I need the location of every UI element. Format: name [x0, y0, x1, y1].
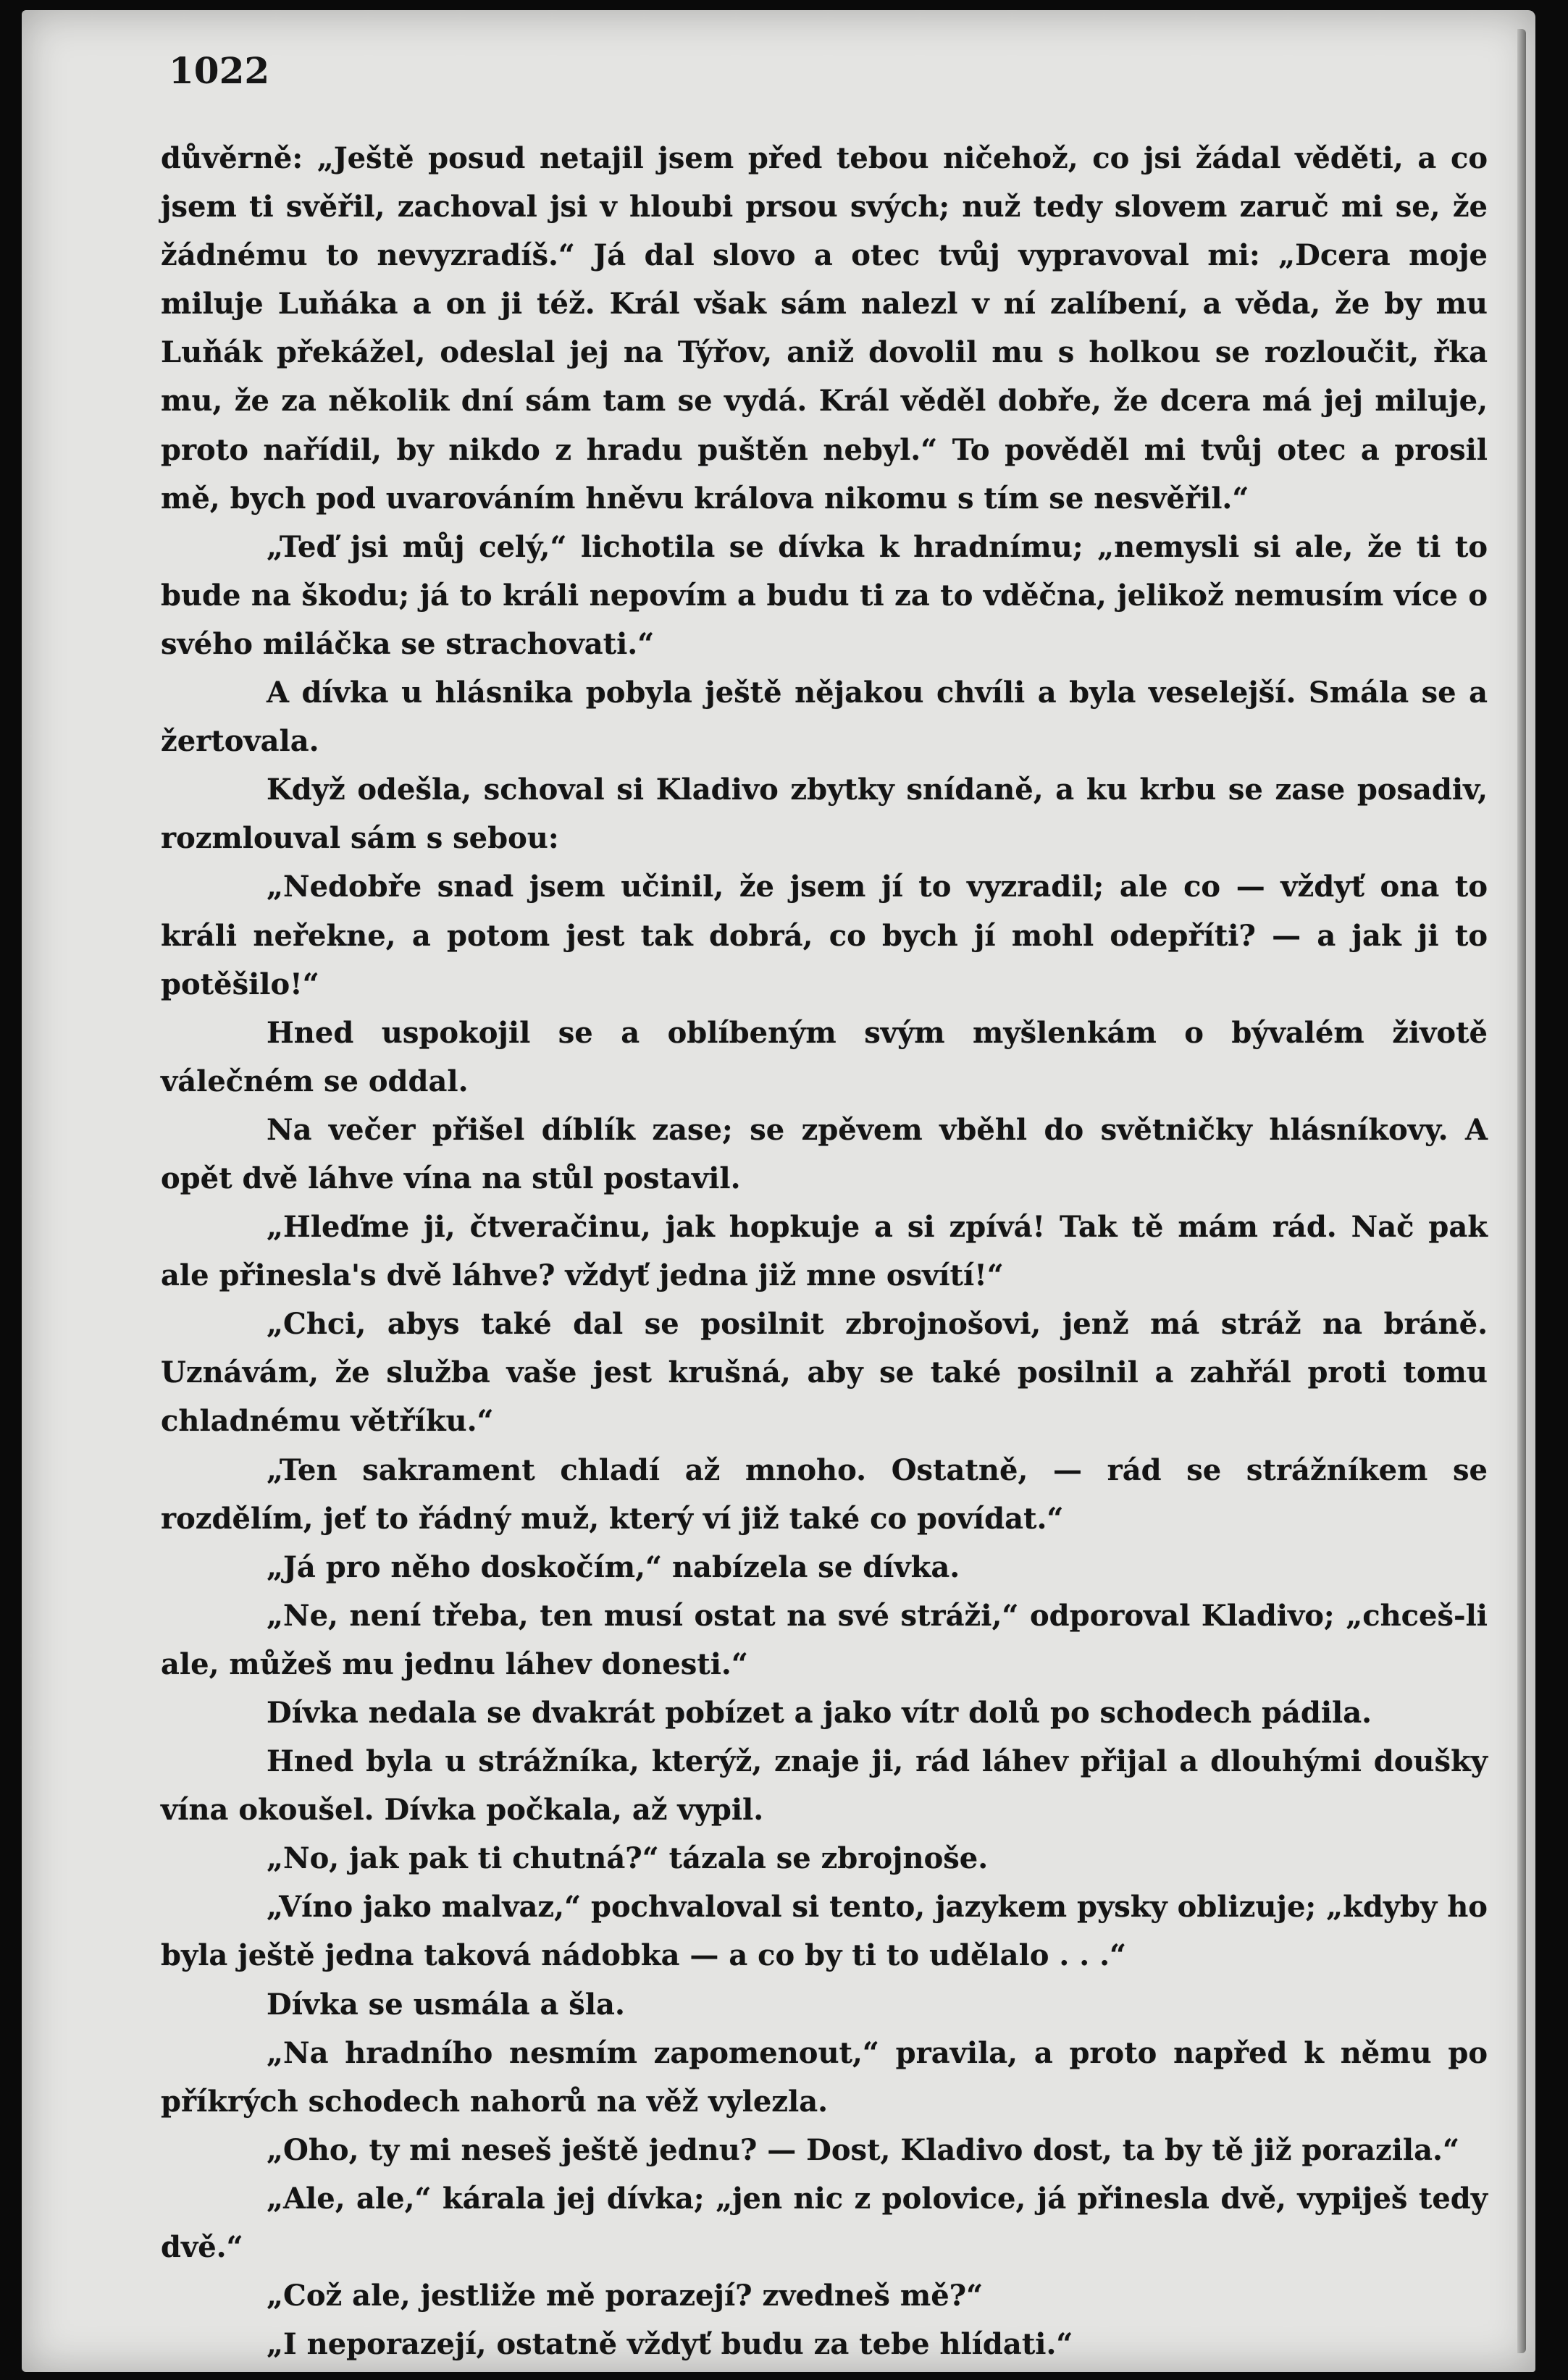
page-edge — [1517, 29, 1526, 2353]
paragraph: Hned uspokojil se a oblíbeným svým myšlenkám o bývalém životě válečném se oddal. — [161, 1015, 1488, 1098]
paragraph: Když odešla, schoval si Kladivo zbytky snídaně, a ku krbu se zase posadiv, rozmlouval sám s sebou: — [161, 773, 1488, 856]
paragraph: „Což ale, jestliže mě porazejí? zvedneš mě?“ — [267, 2279, 984, 2313]
paragraph: Hned byla u strážníka, kterýž, znaje ji, rád láhev přijal a dlouhými doušky vína okoušel. Dívka počkala, až vypil. — [161, 1744, 1488, 1828]
paragraph: Dívka se usmála a šla. — [267, 1987, 625, 2022]
paragraph: „Hleďme ji, čtveračinu, jak hopkuje a si zpívá! Tak tě mám rád. Nač pak ale přinesla's dvě láhve? vždyť jedna již mne osvítí!“ — [161, 1210, 1488, 1293]
paragraph: Na večer přišel díblík zase; se zpěvem vběhl do světničky hlásníkovy. A opět dvě láhve vína na stůl postavil. — [161, 1112, 1488, 1195]
paragraph: „Já pro něho doskočím,“ nabízela se dívka. — [267, 1549, 960, 1584]
paragraph: „Nedobře snad jsem učinil, že jsem jí to vyzradil; ale co — vždyť ona to králi neřekne, a potom jest tak dobrá, co bych jí mohl odepříti? — a jak ji to potěšilo!“ — [161, 870, 1488, 1001]
paragraph: „Ale, ale,“ kárala jej dívka; „jen nic z polovice, já přinesla dvě, vypiješ tedy dvě.“ — [161, 2181, 1488, 2265]
paragraph: „Teď jsi můj celý,“ lichotila se dívka k hradnímu; „nemysli si ale, že ti to bude na škodu; já to králi nepovím a budu ti za to vděčna, jelikož nemusím více o svého miláčka se strachovati.“ — [161, 529, 1488, 661]
paragraph: „Chci, abys také dal se posilnit zbrojnošovi, jenž má stráž na bráně. Uznávám, že služba vaše jest krušná, aby se také posilnil a zahřál proti tomu chladnému větříku.“ — [161, 1307, 1488, 1439]
body-text — [161, 134, 1488, 2368]
paragraph: „Ne, není třeba, ten musí ostat na své stráži,“ odporoval Kladivo; „chceš-li ale, můžeš mu jednu láhev donesti.“ — [161, 1598, 1488, 1681]
paragraph: A dívka u hlásnika pobyla ještě nějakou chvíli a byla veselejší. Smála se a žertovala. — [161, 676, 1488, 759]
paragraph: důvěrně: „Ještě posud netajil jsem před tebou ničehož, co jsi žádal věděti, a co jsem ti svěřil, zachoval jsi v hloubi prsou svých; nuž tedy slovem zaruč mi se, že žádnému to nevyzradíš.“ Já dal slovo a otec tvůj vypravoval mi: „Dcera moje miluje Luňáka a on ji též. Král však sám nalezl v ní zalíbení, a věda, že by mu Luňák překážel, odeslal jej na Týřov, aniž dovolil mu s holkou se rozloučit, řka mu, že za několik dní sám tam se vydá. Král věděl dobře, že dcera má jej miluje, proto nařídil, by nikdo z hradu puštěn nebyl.“ To pověděl mi tvůj otec a prosil mě, bych pod uvarováním hněvu králova nikomu s tím se nesvěřil.“ — [161, 141, 1488, 516]
paragraph: „Víno jako malvaz,“ pochvaloval si tento, jazykem pysky oblizuje; „kdyby ho byla ještě jedna taková nádobka — a co by ti to udělalo . . .“ — [161, 1890, 1488, 1973]
paragraph: Dívka nedala se dvakrát pobízet a jako vítr dolů po schodech pádila. — [267, 1696, 1372, 1730]
paragraph: „Ten sakrament chladí až mnoho. Ostatně, — rád se strážníkem se rozdělím, jeť to řádný muž, který ví již také co povídat.“ — [161, 1452, 1488, 1536]
paragraph: „Oho, ty mi neseš ještě jednu? — Dost, Kladivo dost, ta by tě již porazila.“ — [267, 2132, 1459, 2167]
paragraph: „Na hradního nesmím zapomenout,“ pravila, a proto napřed k němu po příkrých schodech nahorů na věž vylezla. — [161, 2035, 1488, 2119]
page-number: 1022 — [169, 49, 270, 92]
paragraph: „No, jak pak ti chutná?“ tázala se zbrojnoše. — [267, 1841, 989, 1876]
paragraph: „I neporazejí, ostatně vždyť budu za tebe hlídati.“ — [267, 2327, 1073, 2362]
